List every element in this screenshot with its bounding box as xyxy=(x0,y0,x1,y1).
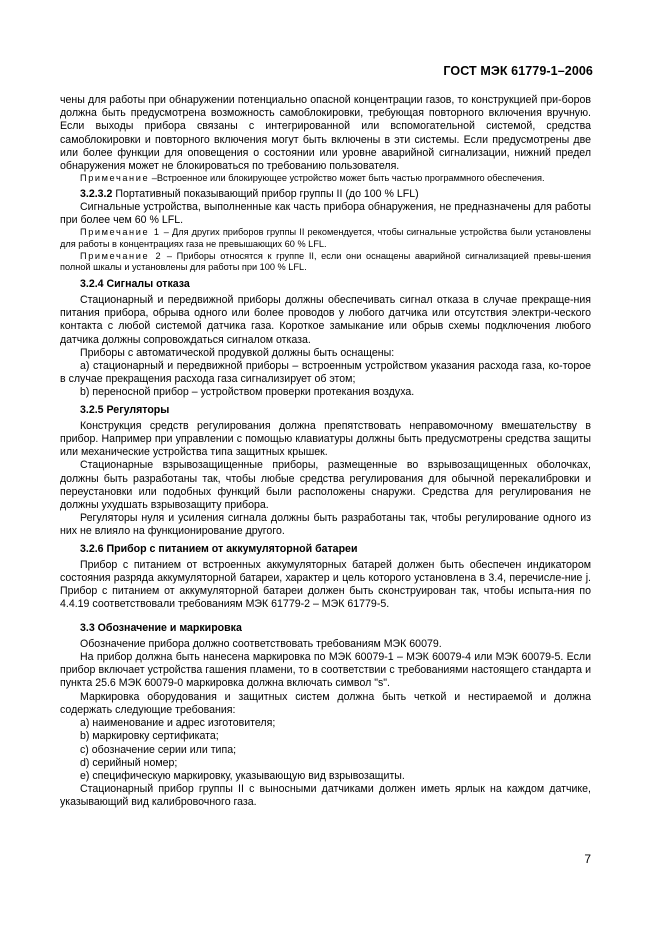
note-text: –Встроенное или блокирующее устройство может быть частью программного обеспечения. xyxy=(151,173,545,184)
paragraph: Сигнальные устройства, выполненные как часть прибора обнаружения, не предназначены для работы при более чем 60 % LFL. xyxy=(60,201,591,227)
paragraph: Стационарный и передвижной приборы должны обеспечивать сигнал отказа в случае прекраще-ния питания прибора, обрыва одного или более проводов у любого датчика или отсутствия электри-ческого контакта с любой системой датчика газа. Короткое замыкание или обрыв схемы подключения любого датчика должны сопровождаться сигналом отказа. xyxy=(60,294,591,346)
note xyxy=(60,227,591,250)
page-number: 7 xyxy=(584,852,591,866)
paragraph: Обозначение прибора должно соответствовать требованиям МЭК 60079. xyxy=(80,637,442,650)
document-header: ГОСТ МЭК 61779-1–2006 xyxy=(443,64,593,78)
list-item: b) переносной прибор – устройством проверки протекания воздуха. xyxy=(80,386,415,399)
note-text: – Для других приборов группы II рекомендуется, чтобы сигнальные устройства были установлены для работы в концентрациях газа не превышающих 60 % LFL. xyxy=(60,227,591,250)
paragraph: Приборы с автоматической продувкой должны быть оснащены: xyxy=(80,346,395,359)
paragraph: На прибор должна быть нанесена маркировка по МЭК 60079-1 – МЭК 60079-4 или МЭК 60079-5. Если прибор включает устройства гашения пламени, то в соответствии с требованиями настоящего стандарта и пункта 25.6 МЭК 60079-0 маркировка должна включать символ "s". xyxy=(60,651,591,690)
section-heading: 3.2.6 Прибор с питанием от аккумуляторной батареи xyxy=(80,542,358,555)
paragraph: Стационарные взрывозащищенные приборы, размещенные во взрывозащищенных оболочках, должны быть разработаны так, чтобы любые средства регулирования для обычной перекалибровки и переустановки или подобных функций были расположены снаружи. Средства для регулирования не должны ухудшать взрывозащиту прибора. xyxy=(60,459,591,512)
paragraph: Прибор с питанием от встроенных аккумуляторных батарей должен быть обеспечен индикатором состояния разряда аккумуляторной батареи, характер и цель которого установлена в 3.4, перечисле-ние j. Прибор с питанием от аккумуляторной батареи должен быть сконструирован так, чтобы испыта-ния по 4.4.19 соответствовали требованиям МЭК 61779-2 – МЭК 61779-5. xyxy=(60,558,591,611)
note-label: Примечание 1 xyxy=(80,227,161,238)
list-item: d) серийный номер; xyxy=(80,756,178,769)
clause-3-2-3-2 xyxy=(60,188,591,201)
note-label: Примечание 2 xyxy=(80,250,163,261)
clause-title: Портативный показывающий прибор группы II (до 100 % LFL) xyxy=(115,187,419,200)
document-body xyxy=(60,94,591,810)
paragraph: Маркировка оборудования и защитных систем должна быть четкой и нестираемой и должна содержать следующие требования: xyxy=(60,690,591,716)
section-heading: 3.2.4 Сигналы отказа xyxy=(80,277,190,290)
paragraph: чены для работы при обнаружении потенциально опасной концентрации газов, то конструкцией при-боров должна быть предусмотрена возможность самоблокировки, требующая повторного включения вручную. Если выходы прибора связаны с интегрированной или вспомогательной системой, средства самоблокировки и повторного включения могут быть включены в эти системы. Если предусмотрены две или более функции для оповещения о состоянии или уровне аварийной сигнализации, нижний предел обнаружения может не блокироваться по требованию пользователя. xyxy=(60,94,591,173)
list-item: c) обозначение серии или типа; xyxy=(80,743,237,756)
paragraph: Конструкция средств регулирования должна препятствовать неправомочному вмешательству в прибор. Например при управлении с помощью клавиатуры должны быть предусмотрены средства защиты или механические устройства типа защитных крышек. xyxy=(60,419,591,459)
note xyxy=(60,173,591,185)
paragraph: Регуляторы нуля и усиления сигнала должны быть разработаны так, чтобы регулирование одного из них не влияло на функционирование другого. xyxy=(60,512,591,538)
clause-number: 3.2.3.2 xyxy=(80,187,113,200)
note-text: – Приборы относятся к группе II, если они оснащены аварийной сигнализацией превы-шения полной шкалы и установлены для работы при 100 % LFL. xyxy=(60,250,591,273)
note-label: Примечание xyxy=(80,173,150,184)
note xyxy=(60,251,591,274)
section-heading: 3.3 Обозначение и маркировка xyxy=(80,621,242,634)
list-item: а) наименование и адрес изготовителя; xyxy=(80,717,276,730)
list-item: e) специфическую маркировку, указывающую вид взрывозащиты. xyxy=(80,769,405,782)
list-item: b) маркировку сертификата; xyxy=(80,730,219,743)
paragraph: Стационарный прибор группы II с выносными датчиками должен иметь ярлык на каждом датчике, указывающий вид калибровочного газа. xyxy=(60,783,591,809)
section-heading: 3.2.5 Регуляторы xyxy=(80,403,170,416)
list-item: а) стационарный и передвижной приборы – встроенным устройством указания расхода газа, ко-торое в случае прекращения расхода газа сигнализирует об этом; xyxy=(60,360,591,386)
